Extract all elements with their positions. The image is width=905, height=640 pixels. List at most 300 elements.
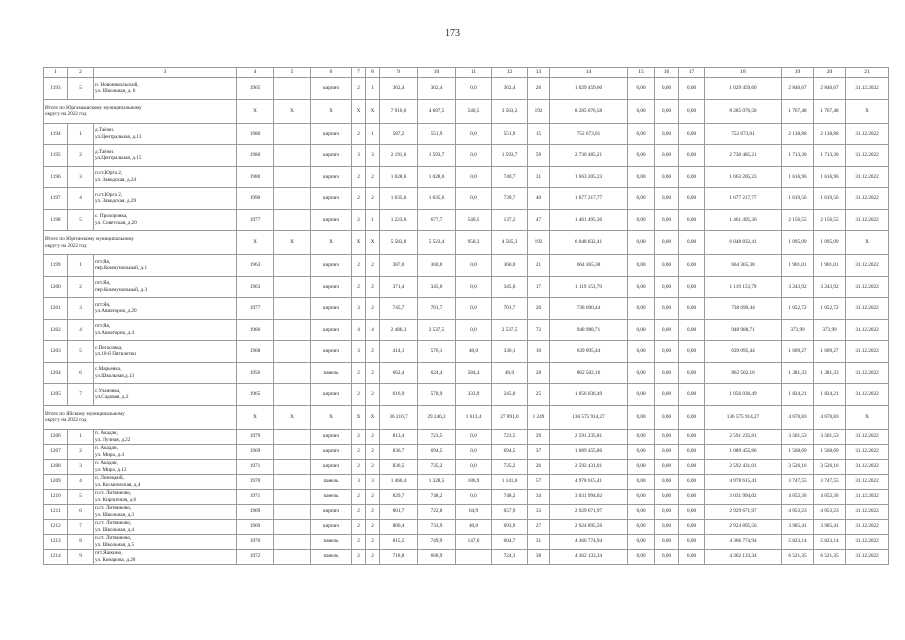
table-cell: 540,5	[456, 209, 492, 231]
table-cell: 15	[528, 123, 550, 145]
table-cell: 345,0	[492, 276, 528, 298]
table-cell: 31.12.2022	[846, 362, 889, 384]
table-cell: 604,7	[492, 534, 528, 549]
table-cell: 2 730 485,21	[705, 145, 782, 167]
table-cell: 1 028,6	[418, 166, 456, 188]
table-cell: 3	[366, 474, 380, 489]
table-cell: 29 240,2	[418, 405, 456, 429]
table-cell: 2	[352, 384, 366, 406]
table-cell: 0,0	[456, 319, 492, 341]
table-cell: 4 670,83	[814, 405, 846, 429]
table-cell: 1 663 205,23	[550, 166, 628, 188]
table-cell: 1 095,09	[782, 231, 814, 255]
table-cell: 0,00	[679, 429, 705, 444]
table-cell: 4 053,23	[814, 504, 846, 519]
table-cell: 1968	[237, 341, 274, 363]
table-cell: 345,0	[418, 276, 456, 298]
table-cell: 2 138,88	[814, 123, 846, 145]
table-row	[44, 123, 889, 145]
table-cell: 1 677 217,77	[550, 188, 628, 210]
table-cell: 4 362 133,34	[550, 549, 628, 564]
table-cell: X	[366, 231, 380, 255]
table-cell: 1969	[237, 504, 274, 519]
subtotal-label: Итого по Юргинскому муниципальному округу на 2022 год	[44, 231, 237, 255]
table-cell: 186,9	[456, 474, 492, 489]
column-header: 17	[679, 68, 705, 78]
table-cell: 1 119 153,79	[705, 276, 782, 298]
address-cell: д.Таёжн. ул.Центральная, д.15	[94, 145, 237, 167]
table-cell: 2	[352, 534, 366, 549]
column-header: 2	[68, 68, 94, 78]
table-cell: 3 031 994,02	[550, 489, 628, 504]
table-cell: 1 616,96	[814, 166, 846, 188]
table-cell: 0,0	[456, 444, 492, 459]
table-cell: 31.12.2022	[846, 166, 889, 188]
table-cell: 0,00	[679, 78, 705, 100]
table-cell: кирпич	[311, 298, 352, 320]
table-cell: 2	[366, 362, 380, 384]
table-cell: 2	[352, 276, 366, 298]
table-cell: кирпич	[311, 209, 352, 231]
table-cell: 2 537,5	[418, 319, 456, 341]
table-cell: 31.12.2022	[846, 444, 889, 459]
column-header: 10	[418, 68, 456, 78]
table-cell: 1 901,01	[782, 255, 814, 277]
table-cell: 0,00	[655, 99, 679, 123]
table-cell: 752 673,01	[705, 123, 782, 145]
table-cell: панель	[311, 474, 352, 489]
table-cell: 0,00	[679, 99, 705, 123]
table-cell: 0,00	[679, 405, 705, 429]
column-header: 7	[352, 68, 366, 78]
table-cell: 0,00	[679, 534, 705, 549]
table-cell: 0,00	[679, 519, 705, 534]
table-cell: 31.12.2022	[846, 519, 889, 534]
table-cell: 0,00	[628, 489, 655, 504]
address-cell: п. Акадан, ул. Лучная, д.22	[94, 429, 237, 444]
page-number: 173	[445, 28, 460, 39]
table-cell: 28	[528, 362, 550, 384]
table-cell: 948 988,71	[705, 319, 782, 341]
table-cell: 0,00	[655, 549, 679, 564]
table-cell: 0,00	[628, 384, 655, 406]
table-cell: 3	[68, 166, 94, 188]
table-cell: 360,0	[418, 255, 456, 277]
table-cell: 0,0	[456, 123, 492, 145]
table-cell: 31	[528, 534, 550, 549]
table-cell: X	[311, 99, 352, 123]
table-cell: 1206	[44, 429, 68, 444]
table-cell: 2 591 235,81	[705, 429, 782, 444]
table-cell: 1195	[44, 145, 68, 167]
table-cell: 362,4	[380, 78, 418, 100]
table-cell: 694,5	[492, 444, 528, 459]
table-cell: 2 592 431,01	[550, 459, 628, 474]
table-cell: 31.12.2022	[846, 429, 889, 444]
table-cell: 2	[352, 444, 366, 459]
table-cell: 0,00	[628, 255, 655, 277]
table-cell: 1965	[237, 78, 274, 100]
table-cell: 31.12.2022	[846, 534, 889, 549]
table-cell: 31.12.2022	[846, 298, 889, 320]
table-cell: 0,00	[628, 276, 655, 298]
table-cell	[274, 444, 311, 459]
table-cell: 664 365,38	[705, 255, 782, 277]
table-cell: 0,00	[679, 123, 705, 145]
table-cell: 4	[68, 319, 94, 341]
table-cell: X	[237, 99, 274, 123]
table-cell: 1979	[237, 429, 274, 444]
table-cell: 5 523,4	[418, 231, 456, 255]
table-cell: 5	[68, 78, 94, 100]
table-cell: 33	[528, 504, 550, 519]
address-cell: с.Пегасовка, ул.10-й Пятилетки	[94, 341, 237, 363]
table-cell: 2	[352, 519, 366, 534]
table-cell: 31.12.2022	[846, 145, 889, 167]
table-cell: 192	[528, 99, 550, 123]
address-cell: п. Акадан, ул. Мира, д.12	[94, 459, 237, 474]
table-cell: 31.12.2022	[846, 276, 889, 298]
table-cell: 2	[68, 444, 94, 459]
table-cell: X	[311, 405, 352, 429]
table-cell: 0,00	[655, 255, 679, 277]
table-cell	[274, 489, 311, 504]
table-cell: кирпич	[311, 341, 352, 363]
table-cell: 0,00	[679, 145, 705, 167]
table-cell: 739,7	[492, 188, 528, 210]
table-cell: 0,00	[679, 341, 705, 363]
table-cell: 2 591 235,81	[550, 429, 628, 444]
table-cell: 2 537,5	[492, 319, 528, 341]
table-cell: 2	[366, 489, 380, 504]
table-cell	[274, 298, 311, 320]
table-cell: 587,2	[380, 123, 418, 145]
table-cell: 0,00	[679, 504, 705, 519]
table-cell: 3 581,53	[782, 429, 814, 444]
table-cell: кирпич	[311, 78, 352, 100]
table-cell: 0,00	[655, 474, 679, 489]
table-cell: 1 223,6	[380, 209, 418, 231]
table-cell: 1203	[44, 341, 68, 363]
table-cell: 0,00	[679, 474, 705, 489]
table-cell: 4 565,3	[492, 231, 528, 255]
table-cell: 4 366 774,94	[705, 534, 782, 549]
table-cell	[274, 78, 311, 100]
table-cell: 2 929 671,97	[550, 504, 628, 519]
table-row	[44, 444, 889, 459]
table-cell: 0,00	[655, 534, 679, 549]
table-cell: 0,00	[628, 362, 655, 384]
address-cell: п. Акадан, ул. Мира, д.4	[94, 444, 237, 459]
table-cell: 2	[366, 255, 380, 277]
table-cell: 1963	[237, 276, 274, 298]
table-cell: 336,1	[492, 341, 528, 363]
table-cell: 31.12.2022	[846, 78, 889, 100]
table-cell: 0,00	[655, 405, 679, 429]
table-cell: 1 381,33	[814, 362, 846, 384]
table-cell: 2	[352, 255, 366, 277]
table-cell: X	[352, 405, 366, 429]
table-cell: 657,9	[492, 504, 528, 519]
table-cell: 362,4	[418, 78, 456, 100]
table-cell: 0,00	[679, 459, 705, 474]
address-cell: пгт.Яя, ул.Авиаторов, д.4	[94, 319, 237, 341]
table-cell: 3	[352, 298, 366, 320]
table-cell: 2 840,67	[814, 78, 846, 100]
table-cell: 333,9	[456, 384, 492, 406]
table-cell: 2 840,67	[782, 78, 814, 100]
table-cell: 1209	[44, 474, 68, 489]
table-cell: 4 362 133,34	[705, 549, 782, 564]
address-cell: п.ст. Литвиново, ул. Школьная, д.4	[94, 519, 237, 534]
table-cell: 31.12.2022	[846, 209, 889, 231]
table-cell: 0,00	[679, 231, 705, 255]
table-row	[44, 255, 889, 277]
table-cell: 9	[68, 549, 94, 564]
table-cell: 0,00	[628, 519, 655, 534]
table-cell: 5 583,8	[380, 231, 418, 255]
address-cell: п. Новоникольский, ул. Школьная, д. 6	[94, 78, 237, 100]
table-cell: 0,00	[655, 341, 679, 363]
table-cell: 0,00	[628, 504, 655, 519]
table-cell: 27	[528, 519, 550, 534]
table-cell: 1	[366, 123, 380, 145]
table-cell: 3 526,16	[782, 459, 814, 474]
table-cell: 1212	[44, 519, 68, 534]
table-cell	[274, 255, 311, 277]
column-header: 20	[814, 68, 846, 78]
table-cell: 0,00	[628, 341, 655, 363]
table-cell: 1201	[44, 298, 68, 320]
table-cell: 1 824,21	[782, 384, 814, 406]
table-cell: 2	[366, 459, 380, 474]
table-cell: кирпич	[311, 276, 352, 298]
column-header-row	[44, 68, 889, 78]
table-cell: 2 924 895,56	[705, 519, 782, 534]
subtotal-row	[44, 99, 889, 123]
table-cell: 0,00	[628, 209, 655, 231]
table-cell: 0,0	[456, 276, 492, 298]
table-cell: 2	[68, 145, 94, 167]
table-cell: кирпич	[311, 384, 352, 406]
table-cell: 0,0	[456, 298, 492, 320]
table-cell: 1198	[44, 209, 68, 231]
table-cell: 245,0	[492, 384, 528, 406]
table-cell: 1193	[44, 78, 68, 100]
table-row	[44, 276, 889, 298]
table-cell: 29	[528, 429, 550, 444]
table-cell: 1	[366, 78, 380, 100]
table-cell	[274, 209, 311, 231]
table-cell: 1 824,21	[814, 384, 846, 406]
table-cell: 0,0	[456, 145, 492, 167]
address-cell: п.ст. Литвиново, ул. Школьная, д.3	[94, 504, 237, 519]
table-cell: 1	[68, 255, 94, 277]
table-cell: 1956	[237, 362, 274, 384]
table-row	[44, 188, 889, 210]
table-cell	[274, 276, 311, 298]
column-header: 21	[846, 68, 889, 78]
address-cell: пгт.Яя, пер.Коммунальный, д.3	[94, 276, 237, 298]
table-cell: 1214	[44, 549, 68, 564]
table-cell: 540,5	[456, 99, 492, 123]
table-cell: 0,00	[679, 255, 705, 277]
address-cell: п.ст. Литвиново, ул. Школьная, д.5	[94, 534, 237, 549]
table-cell: X	[846, 231, 889, 255]
table-cell: 136 575 914,27	[550, 405, 628, 429]
table-cell: 5 823,14	[814, 534, 846, 549]
table-cell: панель	[311, 534, 352, 549]
table-cell: 2	[68, 276, 94, 298]
table-cell: 1966	[237, 319, 274, 341]
table-cell: 0,00	[655, 362, 679, 384]
table-cell: 4 052,36	[782, 489, 814, 504]
table-cell: 1 035,6	[418, 188, 456, 210]
table-cell: 723,5	[492, 429, 528, 444]
table-cell: 40,0	[456, 519, 492, 534]
table-cell: 1 461 495,36	[550, 209, 628, 231]
table-cell: 1196	[44, 166, 68, 188]
table-cell: 0,00	[679, 319, 705, 341]
table-cell: 1 035,6	[380, 188, 418, 210]
column-header: 16	[655, 68, 679, 78]
table-cell: 2	[366, 549, 380, 564]
table-cell: 3 243,92	[814, 276, 846, 298]
table-cell: 733,9	[418, 519, 456, 534]
table-cell: 414,1	[380, 341, 418, 363]
table-cell: панель	[311, 362, 352, 384]
table-cell: X	[274, 405, 311, 429]
table-cell: 1 028,6	[380, 166, 418, 188]
table-cell: 4 978 615,41	[550, 474, 628, 489]
table-cell: 1 609,27	[782, 341, 814, 363]
table-cell: 3	[352, 145, 366, 167]
address-cell: с.Марьевка, ул.Школьная,д.13	[94, 362, 237, 384]
table-cell: 37	[528, 444, 550, 459]
table-row	[44, 474, 889, 489]
table-cell: 5	[68, 341, 94, 363]
table-cell: 2	[352, 166, 366, 188]
table-cell: 3 985,41	[814, 519, 846, 534]
address-cell: п.ст.Юрга 2, ул. Заводская, д.24	[94, 166, 237, 188]
table-cell: 5	[68, 209, 94, 231]
table-cell: 1963	[237, 255, 274, 277]
table-cell: 2	[352, 188, 366, 210]
table-cell: 738 690,44	[550, 298, 628, 320]
table-cell: 5 823,14	[782, 534, 814, 549]
column-header: 5	[274, 68, 311, 78]
table-cell: кирпич	[311, 166, 352, 188]
table-cell: 2	[366, 534, 380, 549]
table-cell: 801,7	[380, 504, 418, 519]
column-header: 6	[311, 68, 352, 78]
table-cell: 1980	[237, 145, 274, 167]
table-cell: 693,9	[492, 519, 528, 534]
table-cell: 1 089 455,86	[705, 444, 782, 459]
table-row	[44, 319, 889, 341]
table-cell: 34	[528, 489, 550, 504]
subtotal-label: Итого по Яйскому муниципальному округу на 2022 год	[44, 405, 237, 429]
table-cell: X	[366, 99, 380, 123]
table-cell: 1 568,69	[782, 444, 814, 459]
table-cell: 25	[528, 384, 550, 406]
table-cell: 8	[68, 534, 94, 549]
table-cell: 3 747,55	[782, 474, 814, 489]
table-cell	[274, 384, 311, 406]
table-row	[44, 549, 889, 564]
table-cell: 1 249	[528, 405, 550, 429]
table-cell	[274, 519, 311, 534]
table-cell: 639 095,44	[705, 341, 782, 363]
table-cell: 2 929 671,97	[705, 504, 782, 519]
table-cell: 40	[528, 188, 550, 210]
table-cell: 8 285 076,58	[705, 99, 782, 123]
table-row	[44, 534, 889, 549]
table-cell: 2 138,88	[782, 123, 814, 145]
table-cell: 0,00	[628, 123, 655, 145]
table-cell: 1 609,27	[814, 341, 846, 363]
table-cell: кирпич	[311, 459, 352, 474]
table-cell: 0,00	[655, 188, 679, 210]
table-cell: 1 461 495,36	[705, 209, 782, 231]
column-header: 1	[44, 68, 68, 78]
table-cell: 1977	[237, 209, 274, 231]
column-header: 14	[550, 68, 628, 78]
table-cell: 0,00	[628, 188, 655, 210]
table-cell: 0,00	[655, 145, 679, 167]
table-cell: 1 901,01	[814, 255, 846, 277]
table-cell: 7	[68, 384, 94, 406]
table-cell: 1 616,96	[782, 166, 814, 188]
table-cell: кирпич	[311, 444, 352, 459]
table-row	[44, 145, 889, 167]
table-cell: 1 613,4	[456, 405, 492, 429]
column-header: 12	[492, 68, 528, 78]
table-cell: панель	[311, 549, 352, 564]
table-cell: 6 048 832,41	[705, 231, 782, 255]
table-cell	[274, 549, 311, 564]
table-cell: 0,00	[679, 209, 705, 231]
table-cell: 0,00	[655, 276, 679, 298]
table-cell: 2	[366, 276, 380, 298]
table-cell: 0,00	[628, 405, 655, 429]
table-cell: 1972	[237, 549, 274, 564]
column-header: 13	[528, 68, 550, 78]
table-cell: 373,99	[814, 319, 846, 341]
table-cell: 701,7	[492, 298, 528, 320]
table-cell: 40,0	[492, 362, 528, 384]
table-cell: панель	[311, 489, 352, 504]
table-cell: 1 767,48	[782, 99, 814, 123]
table-cell	[274, 362, 311, 384]
table-cell: 2	[352, 504, 366, 519]
table-cell: 21	[528, 255, 550, 277]
table-cell: кирпич	[311, 519, 352, 534]
table-cell: X	[352, 99, 366, 123]
table-cell: 5	[68, 489, 94, 504]
table-cell: 2	[352, 429, 366, 444]
table-cell: 1969	[237, 519, 274, 534]
table-cell: 1990	[237, 188, 274, 210]
table-cell: 4 687,5	[418, 99, 456, 123]
register-table	[43, 67, 889, 565]
table-cell: X	[846, 405, 889, 429]
table-cell: 31.12.2022	[846, 319, 889, 341]
table-row	[44, 298, 889, 320]
table-cell: 738 690,44	[705, 298, 782, 320]
table-cell: 724,3	[492, 549, 528, 564]
table-cell: 2	[366, 444, 380, 459]
